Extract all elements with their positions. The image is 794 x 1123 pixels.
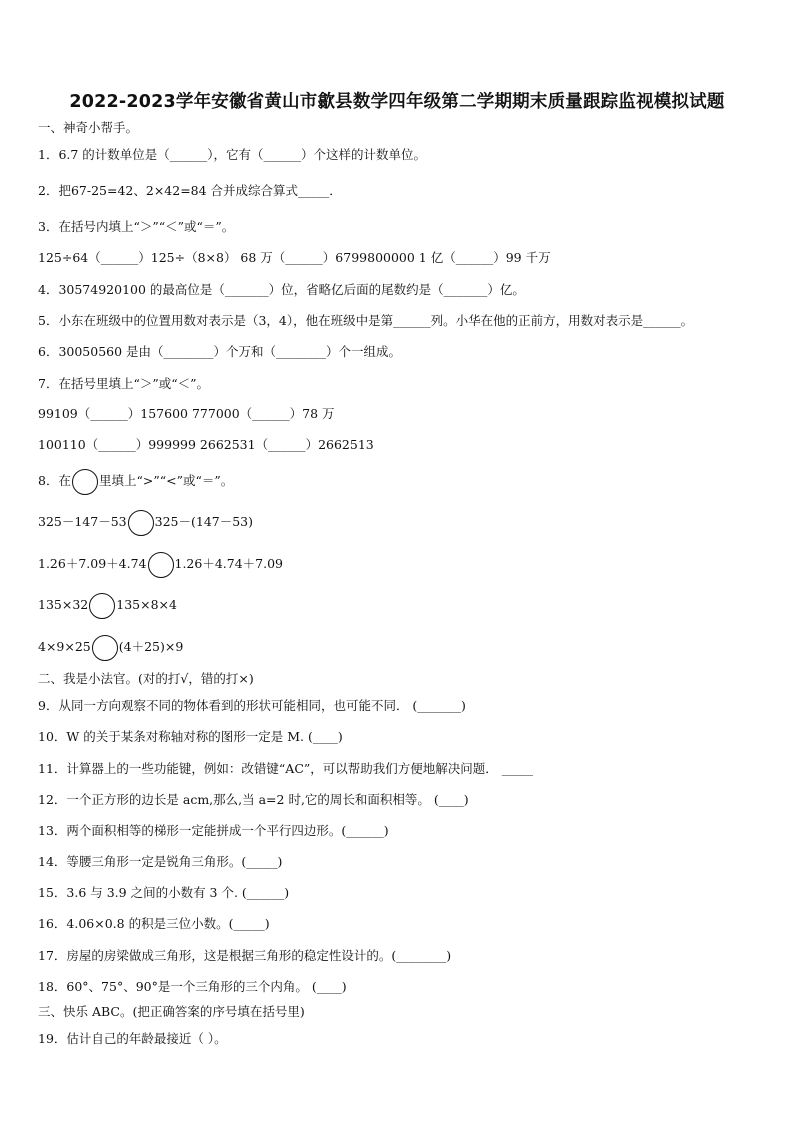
expr-left: 135×32	[38, 597, 89, 612]
section-heading-1: 一、神奇小帮手。	[38, 120, 139, 135]
expr-right: 135×8×4	[116, 597, 177, 612]
expr-left: 325－147－53	[38, 514, 127, 529]
section-heading-3: 三、快乐 ABC。(把正确答案的序号填在括号里)	[38, 1004, 305, 1019]
question-8-row-3	[38, 591, 177, 619]
question-8-row-4	[38, 633, 183, 661]
question-11: 11．计算器上的一些功能键，例如：改错键“AC”，可以帮助我们方便地解决问题． _____	[38, 761, 534, 776]
question-8-stem-after: 里填上“>”“<”或“＝”。	[98, 473, 234, 488]
compare-circle[interactable]	[72, 469, 98, 495]
question-5: 5．小东在班级中的位置用数对表示是（3，4），他在班级中是第______列。小华在他的正前方，用数对表示是______。	[38, 313, 694, 328]
expr-right: 1.26＋4.74＋7.09	[174, 556, 283, 571]
question-6: 6．30050560 是由（________）个万和（________）个一组成。	[38, 344, 402, 359]
question-16: 16．4.06×0.8 的积是三位小数。(_____)	[38, 916, 270, 931]
question-7-row-2: 100110（______）999999 2662531（______）2662513	[38, 437, 374, 452]
question-17: 17．房屋的房梁做成三角形，这是根据三角形的稳定性设计的。(________)	[38, 948, 452, 963]
section-heading-2: 二、我是小法官。(对的打√，错的打×)	[38, 671, 254, 686]
question-8-row-1	[38, 508, 253, 536]
question-9: 9．从同一方向观察不同的物体看到的形状可能相同，也可能不同． (_______)	[38, 698, 466, 713]
question-8-stem	[38, 467, 233, 495]
question-14: 14．等腰三角形一定是锐角三角形。(_____)	[38, 854, 283, 869]
compare-circle[interactable]	[148, 552, 174, 578]
question-7-row-1: 99109（______）157600 777000（______）78 万	[38, 406, 335, 421]
question-18: 18．60°、75°、90°是一个三角形的三个内角。 (____)	[38, 979, 347, 994]
expr-left: 1.26＋7.09＋4.74	[38, 556, 147, 571]
compare-circle[interactable]	[92, 635, 118, 661]
question-1: 1．6.7 的计数单位是（______），它有（______）个这样的计数单位。	[38, 147, 427, 162]
page-title: 2022-2023学年安徽省黄山市歙县数学四年级第二学期期末质量跟踪监视模拟试题	[69, 92, 725, 112]
question-3-row: 125÷64（______）125÷（8×8） 68 万（______）6799800000 1 亿（______）99 千万	[38, 250, 551, 265]
question-19: 19．估计自己的年龄最接近（ ）。	[38, 1031, 227, 1046]
expr-right: 325－(147－53)	[154, 514, 254, 529]
compare-circle[interactable]	[89, 593, 115, 619]
expr-left: 4×9×25	[38, 639, 91, 654]
question-12: 12．一个正方形的边长是 acm,那么,当 a=2 时,它的周长和面积相等。 (____)	[38, 792, 469, 807]
question-13: 13．两个面积相等的梯形一定能拼成一个平行四边形。(______)	[38, 823, 389, 838]
question-2: 2．把67-25=42、2×42=84 合并成综合算式_____．	[38, 183, 342, 198]
question-4: 4．30574920100 的最高位是（_______）位，省略亿后面的尾数约是（_______）亿。	[38, 282, 525, 297]
question-3-stem: 3．在括号内填上“＞”“＜”或“＝”。	[38, 219, 235, 234]
question-10: 10．W 的关于某条对称轴对称的图形一定是 M. (____)	[38, 729, 343, 744]
compare-circle[interactable]	[128, 510, 154, 536]
question-7-stem: 7．在括号里填上“＞”或“＜”。	[38, 376, 210, 391]
expr-right: (4＋25)×9	[118, 639, 184, 654]
question-8-row-2	[38, 550, 283, 578]
question-15: 15．3.6 与 3.9 之间的小数有 3 个. (______)	[38, 885, 290, 900]
question-8-stem-before: 8．在	[38, 473, 71, 488]
